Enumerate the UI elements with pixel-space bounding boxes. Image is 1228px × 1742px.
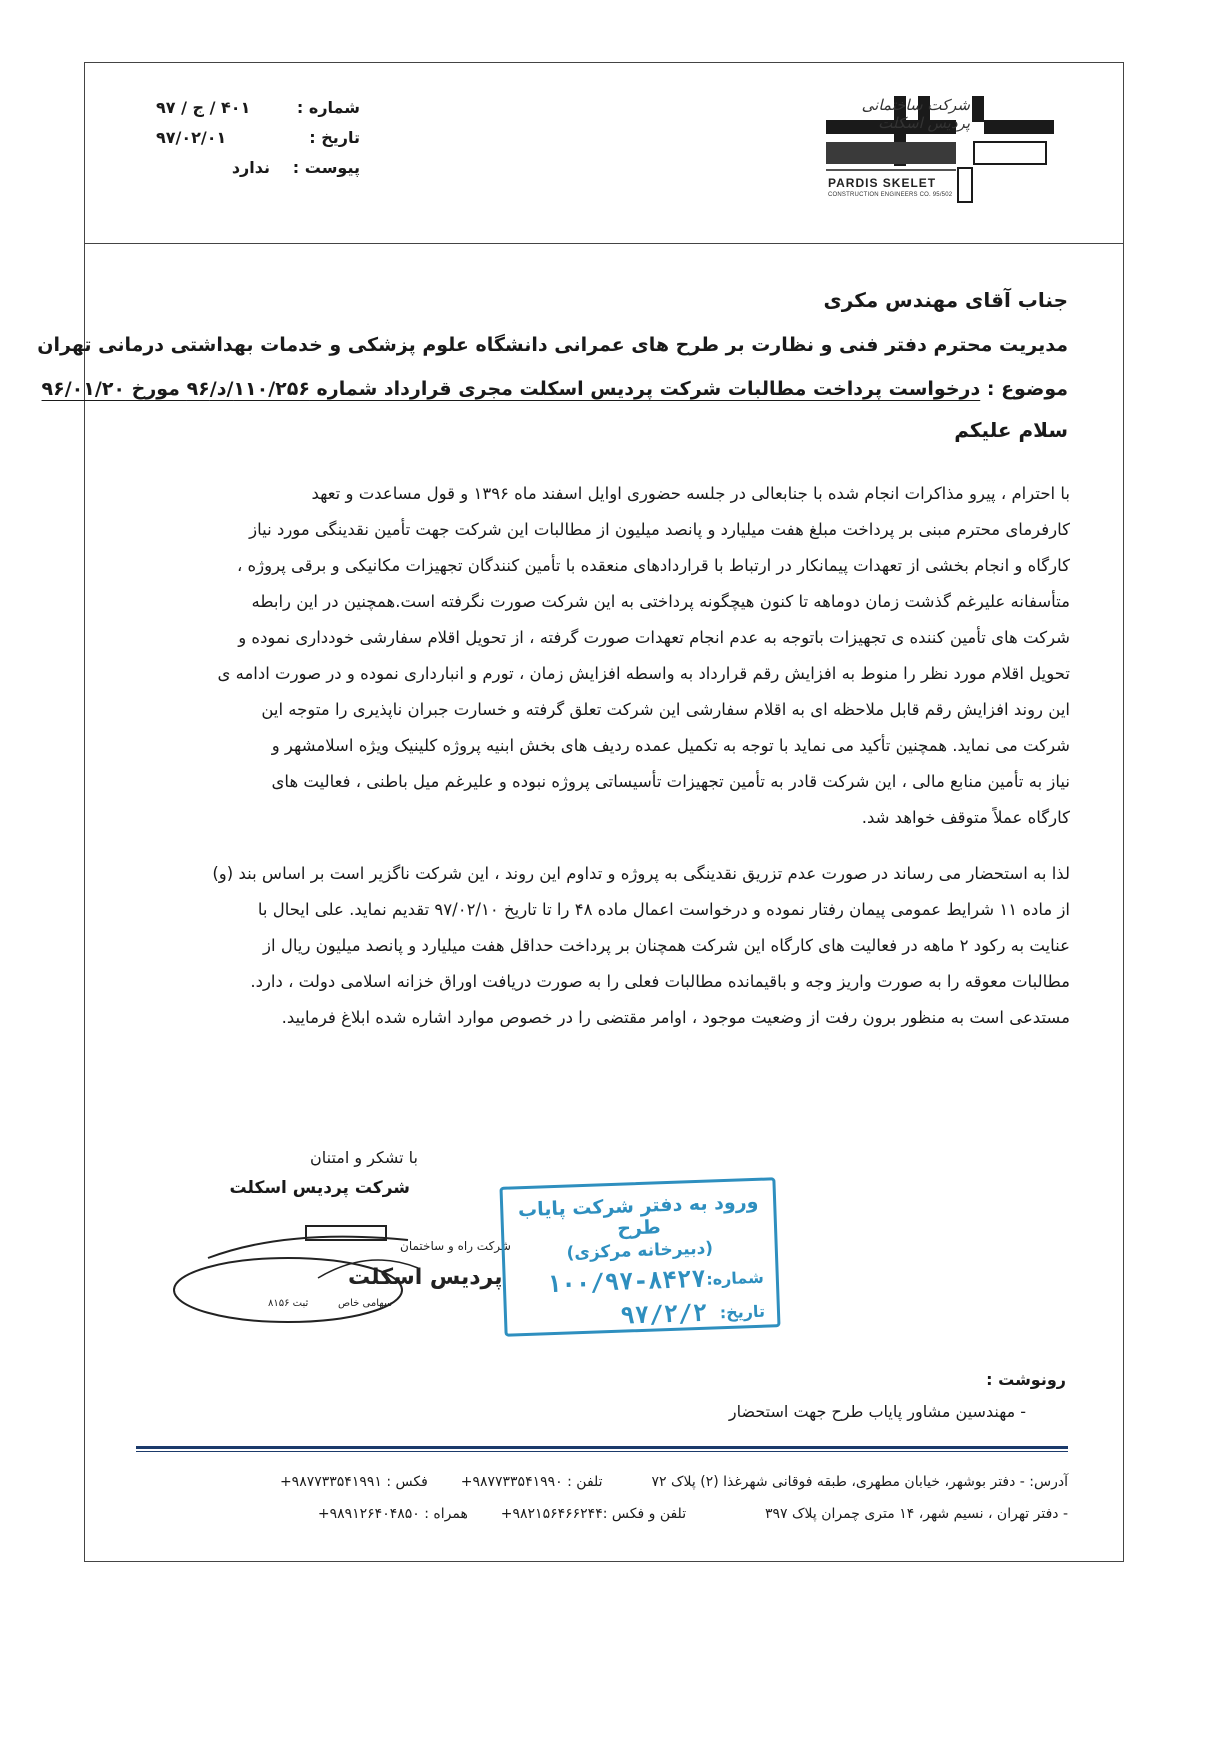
cc-item: - مهندسین مشاور پایاب طرح جهت استحضار [728, 1402, 1026, 1421]
footer-fax-bushehr: فکس : ۹۸۷۷۳۳۵۴۱۹۹۱+ [279, 1474, 428, 1490]
paragraph-line: شرکت های تأمین کننده ی تجهیزات باتوجه به عدم انجام تعهدات صورت گرفته ، از تحویل اقلام سفارشی خودداری نموده و [238, 628, 1070, 647]
paragraph-line: لذا به استحضار می رساند در صورت عدم تزریق نقدینگی به پروژه و تداوم این روند ، این شرکت ناگزیر است بر اساس بند (و) [212, 864, 1070, 883]
footer-mobile: همراه : ۹۸۹۱۲۶۴۰۴۸۵۰+ [317, 1506, 468, 1522]
footer-phone-bushehr: تلفن : ۹۸۷۷۳۳۵۴۱۹۹۰+ [460, 1474, 603, 1490]
footer-address-bushehr: آدرس: - دفتر بوشهر، خیابان مطهری، طبقه فوقانی شهرغذا (۲) پلاک ۷۲ [651, 1474, 1068, 1490]
number-value: ۴۰۱ / ج / ۹۷ [156, 97, 251, 117]
seal-type-text: سهامی خاص [338, 1298, 393, 1309]
paragraph-line: متأسفانه علیرغم گذشت زمان دوماهه تا کنون هیچگونه پرداختی به این شرکت صورت نگرفته است.همچنین در این رابطه [251, 592, 1070, 611]
subject-label: موضوع : [986, 378, 1068, 400]
closing-thanks: با تشکر و امتنان [310, 1148, 418, 1167]
paragraph-line: این روند افزایش رقم قابل ملاحظه ای به اقلام سفارشی این شرکت تعلق گرفته و خسارت جبران ناپذیری را متوجه این [261, 700, 1070, 719]
subject [42, 378, 1068, 400]
logo-english-name: PARDIS SKELET [828, 176, 937, 190]
recipient-position: مدیریت محترم دفتر فنی و نظارت بر طرح های عمرانی دانشگاه علوم پزشکی و خدمات بهداشتی درمانی تهران [37, 334, 1068, 356]
attachment-value: ندارد [231, 157, 270, 177]
number-label: شماره : [296, 97, 360, 117]
stamp-subtitle: (دبیرخانه مرکزی) [566, 1238, 714, 1264]
stamp-number-row [505, 1262, 776, 1299]
header-divider [84, 243, 1124, 244]
paragraph-line: کارفرمای محترم مبنی بر پرداخت مبلغ هفت میلیارد و پانصد میلیون از مطالبات این شرکت جهت تأمین نقدینگی مورد نیاز [249, 520, 1070, 539]
signing-company: شرکت پردیس اسکلت [229, 1178, 410, 1198]
seal-name-text: پردیس اسکلت [348, 1265, 503, 1290]
footer-line-2 [318, 1506, 1068, 1522]
footer-address-tehran: - دفتر تهران ، نسیم شهر، ۱۴ متری چمران پلاک ۳۹۷ [765, 1506, 1068, 1522]
paragraph-line: از ماده ۱۱ شرایط عمومی پیمان رفتار نموده و درخواست اعمال ماده ۴۸ را تا تاریخ ۹۷/۰۲/۱۰ تقدیم نماید. علی ایحال با [257, 900, 1070, 919]
stamp-number-value: ۱۰۰/۹۷-۸۴۲۷ [546, 1264, 707, 1299]
paragraph-line: نیاز به تأمین منابع مالی ، این شرکت قادر به تأمین تجهیزات تأسیساتی پروژه نبوده و علیرغم میل باطنی ، فعالیت های [271, 772, 1070, 791]
received-stamp [499, 1177, 780, 1337]
paragraph-line: کارگاه عملاً متوقف خواهد شد. [861, 808, 1070, 827]
subject-text: درخواست پرداخت مطالبات شرکت پردیس اسکلت مجری قرارداد شماره ۱۱۰/۲۵۶/د/۹۶ مورخ ۹۶/۰۱/۲۰ [41, 378, 981, 400]
logo-persian-name: شرکت ساختمانی پردیس اسکلت [861, 96, 970, 132]
footer-rule-thin [136, 1451, 1068, 1452]
attachment-label: پیوست : [292, 157, 360, 177]
seal-reg-text: ثبت ۸۱۵۶ [268, 1298, 309, 1309]
paragraph-line: شرکت می نماید. همچنین تأکید می نماید با توجه به تکمیل عمده ردیف های بخش ابنیه پروژه کلینیک ویژه اسلامشهر و [271, 736, 1070, 755]
meta-number [150, 92, 360, 122]
stamp-date-value: ۹۷/۲/۲ [619, 1298, 708, 1330]
paragraph-1 [140, 476, 1070, 836]
addressee: جناب آقای مهندس مکری [823, 288, 1068, 312]
seal-top-text: شرکت راه و ساختمان [400, 1239, 511, 1253]
greeting: سلام علیکم [954, 418, 1068, 442]
paragraph-line: کارگاه و انجام بخشی از تعهدات پیمانکار در ارتباط با قراردادهای منعقده با تأمین کنندگان تجهیزات مکانیکی و برقی پروژه ، [236, 556, 1070, 575]
paragraph-line: تحویل اقلام مورد نظر را منوط به افزایش رقم قرارداد به واسطه افزایش زمان ، تورم و انبارداری نموده و در صورت ادامه ی [217, 664, 1070, 683]
stamp-title: ورود به دفتر شرکت پایاب طرح [517, 1190, 759, 1240]
footer-phone-tehran: تلفن و فکس :۹۸۲۱۵۶۴۶۶۲۴۴+ [500, 1506, 687, 1522]
letter-meta [150, 92, 360, 182]
paragraph-2 [140, 856, 1070, 1036]
paragraph-line: با احترام ، پیرو مذاکرات انجام شده با جنابعالی در جلسه حضوری اوایل اسفند ماه ۱۳۹۶ و قول مساعدت و تعهد [311, 484, 1070, 503]
footer-rule [136, 1446, 1068, 1449]
paragraph-line: مستدعی است به منظور برون رفت از وضعیت موجود ، اوامر مقتضی را در خصوص موارد اشاره شده ابلاغ فرمایید. [281, 1008, 1070, 1027]
date-label: تاریخ : [309, 127, 360, 147]
date-value: ۹۷/۰۲/۰۱ [156, 127, 227, 147]
stamp-date-label: تاریخ: [719, 1301, 766, 1322]
footer-line-1 [280, 1474, 1068, 1490]
paragraph-line: مطالبات معوقه را به صورت واریز وجه و باقیمانده مطالبات فعلی را به صورت دریافت اوراق خزانه اسلامی دولت ، دارد. [250, 972, 1070, 991]
company-seal-icon [168, 1218, 511, 1326]
paragraph-line: عنایت به رکود ۲ ماهه در فعالیت های کارگاه این شرکت همچنان بر پرداخت حداقل هفت میلیارد و پانصد میلیون ریال از [263, 936, 1070, 955]
stamp-number-label: شماره: [705, 1267, 765, 1289]
logo-subtitle: CONSTRUCTION ENGINEERS CO. 95/502 [828, 192, 953, 198]
stamp-date-row [507, 1296, 778, 1333]
meta-attachment [150, 152, 360, 182]
cc-title: رونوشت : [986, 1370, 1066, 1389]
meta-date [150, 122, 360, 152]
